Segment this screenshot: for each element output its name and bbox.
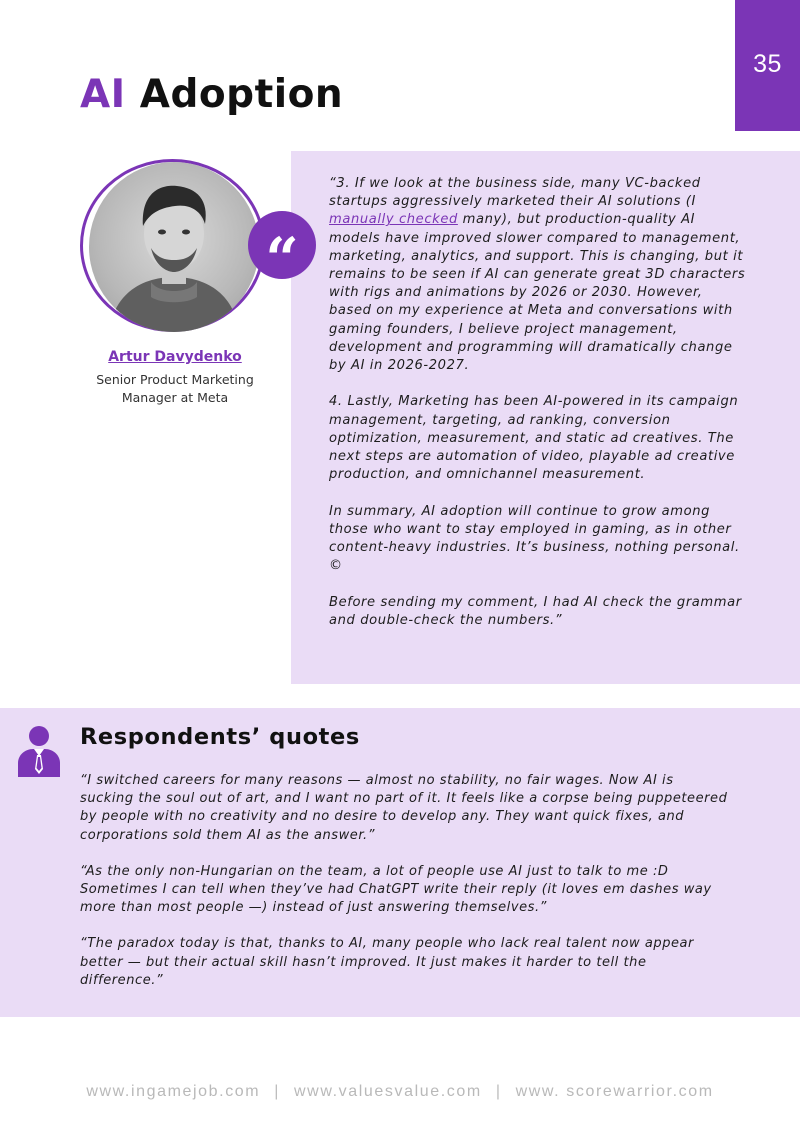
avatar-portrait-illustration [89, 162, 259, 332]
person-role [75, 371, 275, 407]
respondent-quote-list [80, 772, 730, 1008]
quote-paragraph-2: 4. Lastly, Marketing has been AI-powered in its campaign management, targeting, ad ranking, conversion optimization, measurement, and static ad creatives. The next steps are automation of video, playable ad creative production, and omnichannel measurement. [329, 394, 739, 483]
page-title [80, 72, 343, 117]
footer-separator: | [274, 1083, 281, 1100]
featured-quote-text [329, 175, 749, 630]
footer-separator: | [495, 1083, 502, 1100]
quote-mark-icon: “ [248, 211, 316, 279]
person-with-tie-icon [17, 725, 61, 777]
avatar [89, 162, 259, 332]
respondent-quote: “As the only non-Hungarian on the team, a lot of people use AI just to talk to me :D Sometimes I can tell when they’ve had ChatGPT write their reply (it loves em dashes way more than most people —) instead of just answering themselves.” [80, 863, 712, 916]
respondent-quote: “The paradox today is that, thanks to AI, many people who lack real talent now appear better — but their actual skill hasn’t improved. It just makes it harder to tell the difference.” [80, 936, 694, 988]
page-number-tab [735, 0, 800, 131]
quote-paragraph-3: In summary, AI adoption will continue to grow among those who want to stay employed in gaming, as in other content-heavy industries. It’s business, nothing personal. © [329, 503, 740, 574]
person-role-line-2: Manager at Meta [121, 390, 229, 405]
page-title-accent: AI [80, 72, 126, 117]
footer-link-ingamejob[interactable]: www.ingamejob.com [86, 1083, 261, 1100]
respondents-heading: Respondents’ quotes [80, 724, 360, 750]
footer-link-scorewarrior[interactable]: www. scorewarrior.com [515, 1083, 714, 1100]
respondent-quote: “I switched careers for many reasons — almost no stability, no fair wages. Now AI is sucking the soul out of art, and I want no part of it. It feels like a corpse being puppeteered by people with no creativity and no desire to develop any. They want quick fixes, and corporations sold them AI as the answer.” [80, 773, 728, 843]
page-title-rest: Adoption [125, 72, 344, 117]
quote-paragraph-4: Before sending my comment, I had AI check the grammar and double-check the numbers.” [329, 594, 742, 628]
page-number: 35 [753, 50, 782, 78]
person-name[interactable]: Artur Davydenko [108, 349, 242, 365]
footer-link-valuesvalue[interactable]: www.valuesvalue.com [294, 1083, 482, 1100]
footer-links [0, 1083, 800, 1101]
quote-paragraph-1: “3. If we look at the business side, many VC-backed startups aggressively marketed their AI solutions (I manually checked many), but production-quality AI models have improved slower compared to management, marketing, analytics, and support. This is changing, but it remains to be seen if AI can generate great 3D characters with rigs and animations by 2026 or 2030. However, based on my experience at Meta and conversations with gaming founders, I believe project management, development and programming will dramatically change by AI in 2026-2027. [329, 176, 746, 374]
person-role-line-1: Senior Product Marketing [96, 372, 254, 387]
manually-checked-link[interactable]: manually checked [329, 212, 458, 228]
